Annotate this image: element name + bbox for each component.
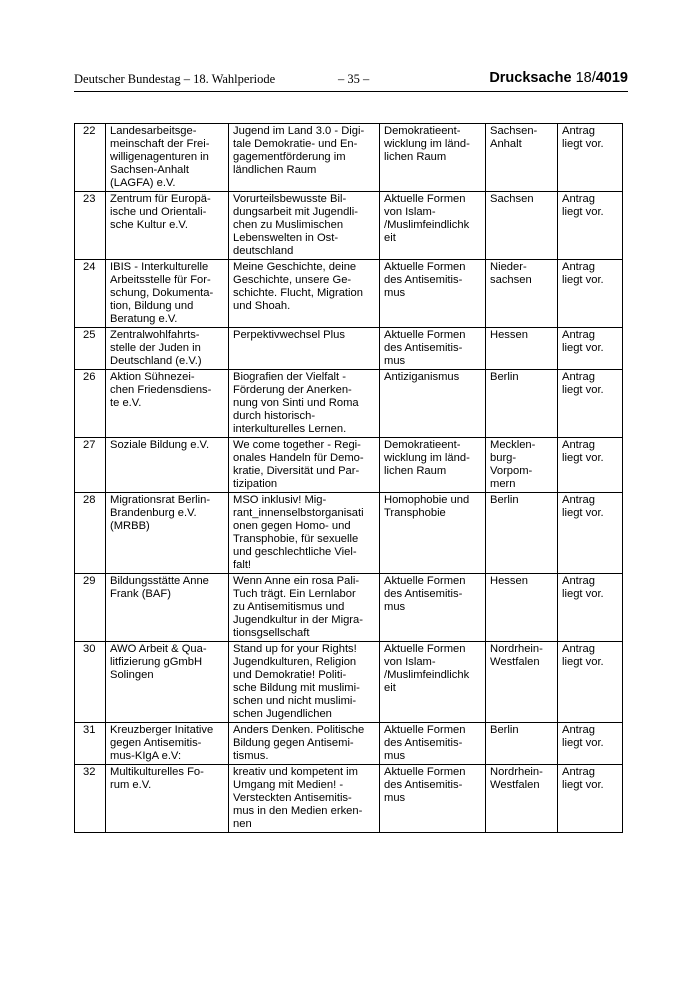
table-row — [75, 493, 623, 574]
table-row — [75, 642, 623, 723]
document-label: Drucksache — [489, 70, 572, 86]
topic-area-cell: Aktuelle Formen des Antisemitis- mus — [380, 574, 486, 642]
application-status-cell: Antrag liegt vor. — [558, 370, 623, 438]
topic-area-cell: Aktuelle Formen des Antisemitis- mus — [380, 328, 486, 370]
organization-cell: Migrationsrat Berlin- Brandenburg e.V. (MRBB) — [106, 493, 229, 574]
table-row — [75, 124, 623, 192]
row-number-cell: 29 — [75, 574, 106, 642]
project-title-cell: Biografien der Vielfalt - Förderung der Anerken- nung von Sinti und Roma durch historisch- interkulturelles Lernen. — [229, 370, 380, 438]
organization-cell: IBIS - Interkulturelle Arbeitsstelle für For- schung, Dokumenta- tion, Bildung und Beratung e.V. — [106, 260, 229, 328]
row-number-cell: 32 — [75, 765, 106, 833]
header-rule — [74, 91, 628, 92]
publisher-title: Deutscher Bundestag – 18. Wahlperiode — [74, 72, 276, 86]
topic-area-cell: Aktuelle Formen von Islam- /Muslimfeindlichk eit — [380, 642, 486, 723]
project-title-cell: We come together - Regi- onales Handeln für Demo- kratie, Diversität und Par- tizipation — [229, 438, 380, 493]
federal-state-cell: Mecklen- burg- Vorpom- mern — [486, 438, 558, 493]
row-number-cell: 24 — [75, 260, 106, 328]
federal-state-cell: Nordrhein- Westfalen — [486, 642, 558, 723]
document-number — [489, 70, 628, 86]
organization-cell: Multikulturelles Fo- rum e.V. — [106, 765, 229, 833]
organization-cell: Bildungsstätte Anne Frank (BAF) — [106, 574, 229, 642]
application-status-cell: Antrag liegt vor. — [558, 574, 623, 642]
application-status-cell: Antrag liegt vor. — [558, 765, 623, 833]
document-prefix: 18/ — [575, 70, 596, 86]
project-title-cell: Meine Geschichte, deine Geschichte, unsere Ge- schichte. Flucht, Migration und Shoah. — [229, 260, 380, 328]
page-number: – 35 – — [338, 72, 370, 86]
federal-state-cell: Nieder- sachsen — [486, 260, 558, 328]
organization-cell: Aktion Sühnezei- chen Friedensdiens- te e.V. — [106, 370, 229, 438]
application-status-cell: Antrag liegt vor. — [558, 260, 623, 328]
table-row — [75, 438, 623, 493]
federal-state-cell: Sachsen — [486, 192, 558, 260]
application-status-cell: Antrag liegt vor. — [558, 723, 623, 765]
application-status-cell: Antrag liegt vor. — [558, 493, 623, 574]
project-title-cell: Anders Denken. Politische Bildung gegen Antisemi- tismus. — [229, 723, 380, 765]
table-row — [75, 328, 623, 370]
row-number-cell: 28 — [75, 493, 106, 574]
topic-area-cell: Demokratieent- wicklung im länd- lichen Raum — [380, 438, 486, 493]
topic-area-cell: Aktuelle Formen des Antisemitis- mus — [380, 765, 486, 833]
application-status-cell: Antrag liegt vor. — [558, 438, 623, 493]
topic-area-cell: Aktuelle Formen von Islam- /Muslimfeindlichk eit — [380, 192, 486, 260]
page-header — [74, 70, 628, 92]
table-row — [75, 574, 623, 642]
projects-table — [74, 123, 623, 833]
row-number-cell: 31 — [75, 723, 106, 765]
project-title-cell: Stand up for your Rights! Jugendkulturen, Religion und Demokratie! Politi- sche Bildung mit muslimi- schen und nicht muslimi- schen Jugendlichen — [229, 642, 380, 723]
federal-state-cell: Hessen — [486, 328, 558, 370]
project-title-cell: Wenn Anne ein rosa Pali- Tuch trägt. Ein Lernlabor zu Antisemitismus und Jugendkultur in der Migra- tionsgsellschaft — [229, 574, 380, 642]
federal-state-cell: Berlin — [486, 370, 558, 438]
row-number-cell: 26 — [75, 370, 106, 438]
organization-cell: AWO Arbeit & Qua- litfizierung gGmbH Solingen — [106, 642, 229, 723]
application-status-cell: Antrag liegt vor. — [558, 642, 623, 723]
application-status-cell: Antrag liegt vor. — [558, 192, 623, 260]
row-number-cell: 25 — [75, 328, 106, 370]
table-row — [75, 370, 623, 438]
organization-cell: Kreuzberger Initative gegen Antisemitis- mus-KIgA e.V: — [106, 723, 229, 765]
project-title-cell: kreativ und kompetent im Umgang mit Medien! - Versteckten Antisemitis- mus in den Medien erken- nen — [229, 765, 380, 833]
federal-state-cell: Hessen — [486, 574, 558, 642]
project-title-cell: Perpektivwechsel Plus — [229, 328, 380, 370]
row-number-cell: 22 — [75, 124, 106, 192]
row-number-cell: 23 — [75, 192, 106, 260]
federal-state-cell: Nordrhein- Westfalen — [486, 765, 558, 833]
project-title-cell: MSO inklusiv! Mig- rant_innenselbstorganisati onen gegen Homo- und Transphobie, für sexuelle und geschlechtliche Viel- falt! — [229, 493, 380, 574]
table-row — [75, 192, 623, 260]
topic-area-cell: Homophobie und Transphobie — [380, 493, 486, 574]
federal-state-cell: Sachsen- Anhalt — [486, 124, 558, 192]
application-status-cell: Antrag liegt vor. — [558, 328, 623, 370]
federal-state-cell: Berlin — [486, 493, 558, 574]
table-row — [75, 723, 623, 765]
topic-area-cell: Antiziganismus — [380, 370, 486, 438]
row-number-cell: 30 — [75, 642, 106, 723]
row-number-cell: 27 — [75, 438, 106, 493]
topic-area-cell: Aktuelle Formen des Antisemitis- mus — [380, 723, 486, 765]
organization-cell: Zentralwohlfahrts- stelle der Juden in Deutschland (e.V.) — [106, 328, 229, 370]
topic-area-cell: Aktuelle Formen des Antisemitis- mus — [380, 260, 486, 328]
project-title-cell: Vorurteilsbewusste Bil- dungsarbeit mit Jugendli- chen zu Muslimischen Lebenswelten in Ost- deutschland — [229, 192, 380, 260]
federal-state-cell: Berlin — [486, 723, 558, 765]
table-row — [75, 765, 623, 833]
project-title-cell: Jugend im Land 3.0 - Digi- tale Demokratie- und En- gagementförderung im ländlichen Raum — [229, 124, 380, 192]
application-status-cell: Antrag liegt vor. — [558, 124, 623, 192]
organization-cell: Zentrum für Europä- ische und Orientali- sche Kultur e.V. — [106, 192, 229, 260]
table-row — [75, 260, 623, 328]
topic-area-cell: Demokratieent- wicklung im länd- lichen Raum — [380, 124, 486, 192]
organization-cell: Soziale Bildung e.V. — [106, 438, 229, 493]
document-id: 4019 — [595, 70, 628, 86]
organization-cell: Landesarbeitsge- meinschaft der Frei- willigenagenturen in Sachsen-Anhalt (LAGFA) e.V. — [106, 124, 229, 192]
